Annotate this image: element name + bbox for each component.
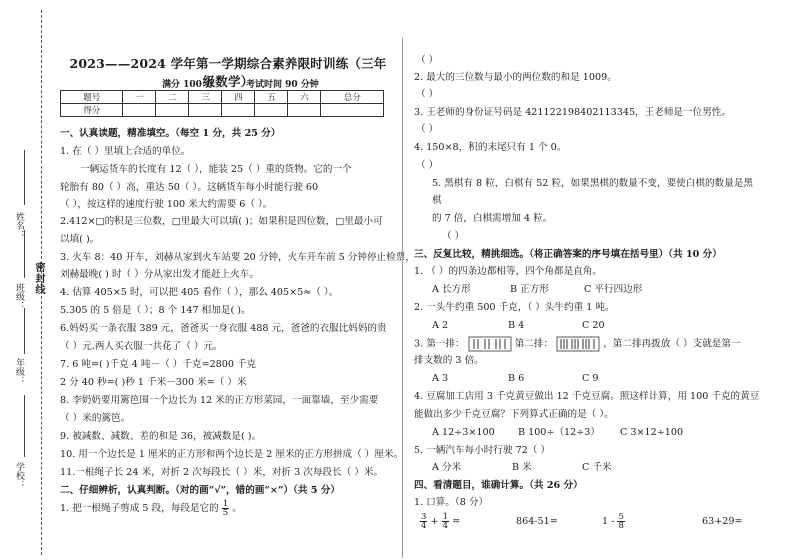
school-blank <box>24 395 25 457</box>
name-label: 姓名： <box>14 212 24 239</box>
oral-calc-3 <box>602 512 625 532</box>
class-label: 班级： <box>14 283 24 310</box>
fraction-numerator: 1 <box>222 499 229 509</box>
score-cell <box>222 104 255 117</box>
fraction <box>442 513 449 530</box>
counting-sticks-row-2-icon <box>556 336 600 352</box>
school-label: 学校： <box>14 462 24 489</box>
score-cell <box>123 104 156 117</box>
plus-sign: + <box>430 516 439 527</box>
choice-3-line-b: 排支数的 3 倍。 <box>414 355 484 366</box>
score-row-label: 得分 <box>61 104 123 117</box>
score-header-cell: 五 <box>255 91 288 104</box>
oral-calc-1 <box>420 512 460 532</box>
judge-2-answer: （ ） <box>416 89 439 100</box>
question-2-line-a: 2.412×□的积是三位数，□里最大可以填( )；如果积是四位数，□里最小可 <box>60 216 383 227</box>
section-3-heading: 三、反复比较，精挑细选。（将正确答案的序号填在括号里）（共 10 分） <box>414 249 722 260</box>
choice-2-option-a: A 2 <box>432 320 449 331</box>
fraction <box>617 513 624 530</box>
oral-calc-heading: 1. 口算。（8 分） <box>414 497 489 508</box>
exam-title: 2023——2024 学年第一学期综合素养限时训练（三年级数学） <box>69 56 387 89</box>
question-11: 11.一根绳子长 24 米，对折 2 次每段长（ ）米，对折 3 次每段长（ ）米。 <box>60 467 384 478</box>
choice-4-option-b: B 100÷（12÷3） <box>518 427 600 438</box>
score-table <box>60 90 384 117</box>
section-2-heading: 二、仔细辨析，认真判断。（对的画“√”，错的画“×”）（共 5 分） <box>60 485 341 496</box>
score-table-header-row <box>61 91 384 104</box>
question-9: 9. 被减数、减数、差的和是 36，被减数是( )。 <box>60 431 262 442</box>
choice-5: 5. 一辆汽车每小时行驶 72（ ） <box>414 445 551 456</box>
question-8-line-b: （ ）米的篱笆。 <box>60 413 131 424</box>
choice-4-option-c: C 3×12÷100 <box>620 427 684 438</box>
fraction-denominator: 8 <box>618 521 624 531</box>
row-two-label: 第二排： <box>514 338 554 350</box>
score-header-cell: 一 <box>123 91 156 104</box>
oral-calc-3-lead: 1 - <box>602 516 615 527</box>
judge-3: 3. 王老师的身份证号码是 421122198402113345，王老师是一位男性。 <box>414 107 731 118</box>
choice-1-option-b: B 正方形 <box>510 284 549 295</box>
class-blank <box>24 230 25 278</box>
score-header-cell: 二 <box>156 91 189 104</box>
choice-5-option-a: A 分米 <box>432 462 462 473</box>
judge-1-text: 1. 把一根绳子剪成 5 段，每段是它的 <box>60 503 219 514</box>
judge-5-line-c: 的 7 倍，白棋需增加 4 粒。 <box>432 213 553 224</box>
right-column <box>412 0 782 560</box>
section-4-heading: 四、看清题目，谁确计算。（共 26 分） <box>414 480 583 491</box>
grade-label: 年级： <box>14 358 24 385</box>
section-1-heading: 一、认真读题，精准填空。（每空 1 分，共 25 分） <box>60 128 281 139</box>
question-1-line-b: 轮胎有 80（ ）高，重达 50（ ）。这辆货车每小时能行驶 60 <box>60 182 319 193</box>
name-blank <box>24 150 25 205</box>
question-6-line-b: （ ）元.两人买衣服一共花了（ ）元。 <box>60 341 223 352</box>
counting-sticks-row-1-icon <box>468 336 512 352</box>
question-8-line-a: 8. 李奶奶要用篱笆围一个边长为 12 米的正方形菜园，一面靠墙，至少需要 <box>60 395 379 406</box>
judge-2: 2. 最大的三位数与最小的两位数的和是 1009。 <box>414 72 617 83</box>
row-one-label: 3. 第一排： <box>414 338 465 350</box>
score-cell <box>189 104 222 117</box>
judge-1-end: 。 <box>232 503 242 514</box>
oral-calc-4: 63+29= <box>702 516 743 527</box>
fraction-numerator: 1 <box>442 512 449 522</box>
full-score: 满分 100 分 <box>162 80 215 90</box>
fraction-denominator: 4 <box>421 521 427 531</box>
fraction-numerator: 3 <box>421 512 427 522</box>
fraction <box>222 500 229 517</box>
judge-4-answer: （ ） <box>416 160 439 171</box>
fraction-denominator: 5 <box>222 508 229 518</box>
choice-2: 2. 一头牛约重 500 千克，（ ）头牛约重 1 吨。 <box>414 302 615 313</box>
fraction-denominator: 4 <box>442 521 449 531</box>
question-1-line-a: 一辆运货车的长度有 12（ ），能装 25（ ）重的货物。它的一个 <box>80 164 352 175</box>
choice-4-line-a: 4. 豆腐加工店用 3 千克黄豆做出 12 千克豆腐。照这样计算，用 100 千克的黄豆 <box>414 391 760 402</box>
left-column <box>58 0 415 560</box>
question-2-line-b: 以填( )。 <box>60 234 100 245</box>
choice-3-option-c: C 9 <box>582 373 599 384</box>
question-3-line-a: 3. 火车 8：40 开车，刘赫从家到火车站要 20 分钟，火车开车前 5 分钟停止检票， <box>60 252 415 263</box>
choice-4-option-a: A 12÷3×100 <box>432 427 495 438</box>
choice-3-text: ，第二排再拨放（ ）支就是第一 <box>603 338 741 350</box>
question-7-line-a: 7. 6 吨=( )千克 4 吨－（ ）千克=2800 千克 <box>60 359 257 370</box>
choice-4-line-b: 能做出多少千克豆腐？下列算式正确的是（ ）。 <box>414 409 614 420</box>
score-table-score-row <box>61 104 384 117</box>
oral-calc-2: 864-51= <box>516 516 558 527</box>
question-10: 10. 用一个边长是 1 厘米的正方形和两个边长是 2 厘米的正方形拼成（ ）厘米。 <box>60 449 404 460</box>
choice-2-option-c: C 20 <box>582 320 605 331</box>
score-cell <box>255 104 288 117</box>
choice-3-option-a: A 3 <box>432 373 449 384</box>
choice-3-option-b: B 6 <box>508 373 525 384</box>
question-4: 4. 估算 405×5 时，可以把 405 看作（ ），那么 405×5≈（ ）。 <box>60 287 339 298</box>
score-header-cell: 四 <box>222 91 255 104</box>
choice-1-option-a: A 长方形 <box>432 284 471 295</box>
choice-5-option-c: C 千米 <box>582 462 612 473</box>
judge-3-answer: （ ） <box>416 124 439 135</box>
choice-5-option-b: B 米 <box>512 462 532 473</box>
score-cell <box>321 104 384 117</box>
column-divider <box>402 38 403 558</box>
question-1-line-c: （ ），按这样的速度行驶 100 米大约需要 6（ ）。 <box>60 199 273 210</box>
score-cell <box>288 104 321 117</box>
question-6-line-a: 6.妈妈买一条衣服 389 元，爸爸买一身衣服 488 元，爸爸的衣服比妈妈的贵 <box>60 323 387 334</box>
score-header-cell: 三 <box>189 91 222 104</box>
fraction-numerator: 5 <box>618 512 624 522</box>
judge-5-line-a: 5. 黑棋有 8 粒，白棋有 52 粒，如果黑棋的数量不变，要使白棋的数量是黑 <box>432 178 753 189</box>
score-header-cell: 六 <box>288 91 321 104</box>
choice-2-option-b: B 4 <box>508 320 525 331</box>
judge-1 <box>60 500 242 517</box>
judge-5-line-b: 棋 <box>432 195 442 206</box>
judge-4: 4. 150×8，积的末尾只有 1 个 0。 <box>414 142 567 153</box>
score-header-cell: 总分 <box>321 91 384 104</box>
score-cell <box>156 104 189 117</box>
choice-3-line <box>414 336 741 352</box>
judge-1-answer: （ ） <box>416 55 439 66</box>
choice-1: 1. （ ）的四条边都相等，四个角都是直角。 <box>414 266 602 277</box>
equals-sign: = <box>452 516 461 527</box>
choice-1-option-c: C 平行四边形 <box>584 284 643 295</box>
seal-line-text: 密封线 <box>33 262 44 295</box>
grade-blank <box>24 308 25 354</box>
question-3-line-b: 刘赫最晚( ) 时（ ）分从家出发才能赶上火车。 <box>60 269 259 280</box>
fraction <box>420 513 427 530</box>
judge-5-answer: （ ） <box>442 231 465 242</box>
question-1: 1. 在（ ）里填上合适的单位。 <box>60 146 191 157</box>
exam-duration: 考试时间 90 分钟 <box>246 80 319 90</box>
question-5: 5.305 的 5 倍是（ ）；8 个 147 相加是( )。 <box>60 305 251 316</box>
score-header-cell: 题号 <box>61 91 123 104</box>
binding-margin <box>0 0 52 560</box>
question-7-line-b: 2 分 40 秒=( )秒 1 千米－300 米=（ ）米 <box>60 377 247 388</box>
